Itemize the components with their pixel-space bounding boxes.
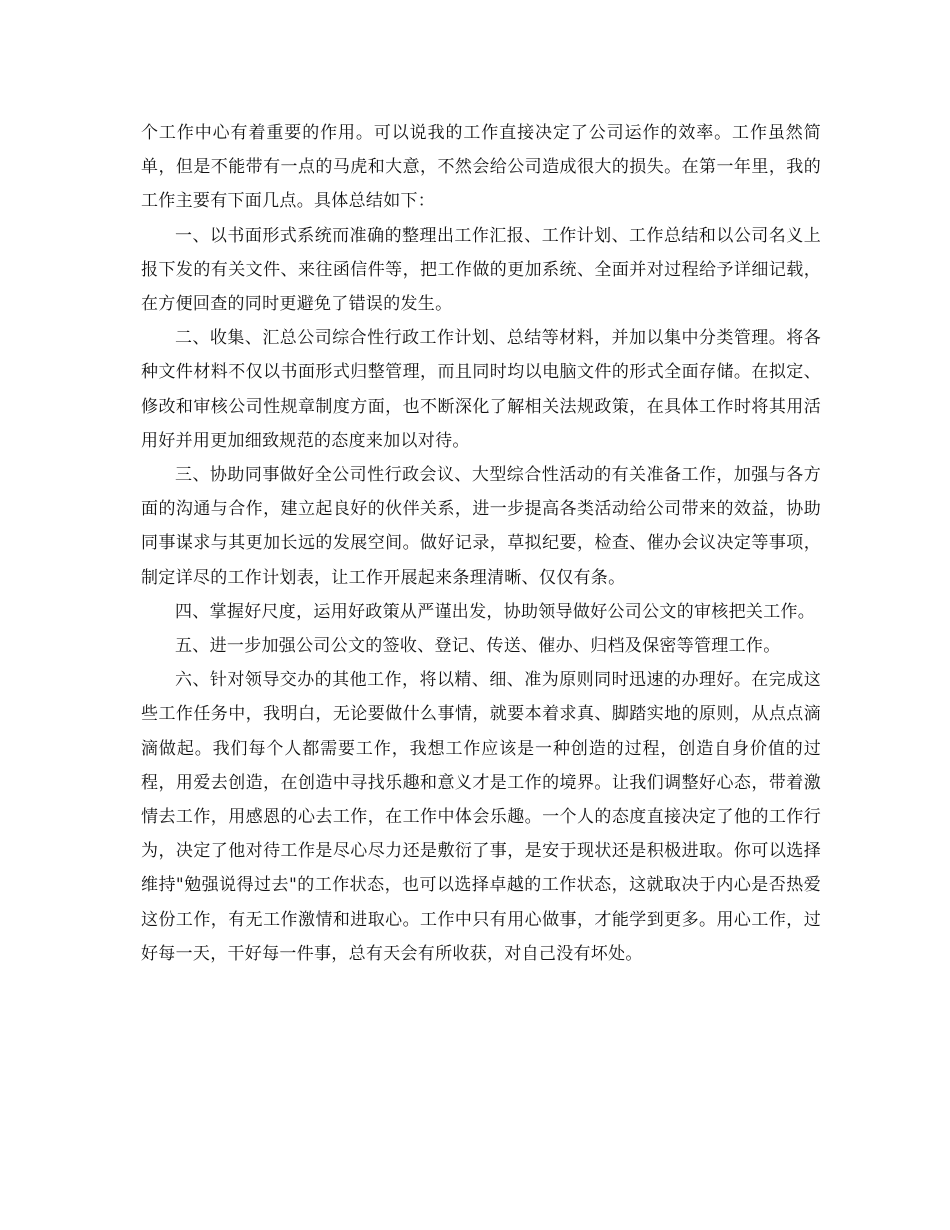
paragraph-item-4: 四、掌握好尺度，运用好政策从严谨出发，协助领导做好公司公文的审核把关工作。 [175,601,816,622]
paragraph-item-6: 六、针对领导交办的其他工作，将以精、细、准为原则同时迅速的办理好。在完成这些工作任务中，我明白，无论要做什么事情，就要本着求真、脚踏实地的原则，从点点滴滴做起。我们每个人都需要工作，我想工作应该是一种创造的过程，创造自身价值的过程，用爱去创造，在创造中寻找乐趣和意义才是工作的境界。让我们调整好心态，带着激情去工作，用感恩的心去工作，在工作中体会乐趣。一个人的态度直接决定了他的工作行为，决定了他对待工作是尽心尽力还是敷衍了事，是安于现状还是积极进取。你可以选择维持"勉强说得过去"的工作状态，也可以选择卓越的工作状态，这就取决于内心是否热爱这份工作，有无工作激情和进取心。工作中只有用心做事，才能学到更多。用心工作，过好每一天，干好每一件事，总有天会有所收获，对自己没有坏处。 [141,670,821,964]
paragraph-item-1: 一、以书面形式系统而准确的整理出工作汇报、工作计划、工作总结和以公司名义上报下发的有关文件、来往函信件等，把工作做的更加系统、全面并对过程给予详细记载，在方便回查的同时更避免了错误的发生。 [141,225,821,315]
paragraph-item-2: 二、收集、汇总公司综合性行政工作计划、总结等材料，并加以集中分类管理。将各种文件材料不仅以书面形式归整管理，而且同时均以电脑文件的形式全面存储。在拟定、修改和审核公司性规章制度方面，也不断深化了解相关法规政策，在具体工作时将其用活用好并用更加细致规范的态度来加以对待。 [141,328,821,451]
paragraph-item-5: 五、进一步加强公司公文的签收、登记、传送、催办、归档及保密等管理工作。 [175,636,781,657]
paragraph-item-3: 三、协助同事做好全公司性行政会议、大型综合性活动的有关准备工作，加强与各方面的沟通与合作，建立起良好的伙伴关系，进一步提高各类活动给公司带来的效益，协助同事谋求与其更加长远的发展空间。做好记录，草拟纪要，检查、催办会议决定等事项，制定详尽的工作计划表，让工作开展起来条理清晰、仅仅有条。 [141,465,821,588]
document-body [141,116,821,971]
paragraph-intro: 个工作中心有着重要的作用。可以说我的工作直接决定了公司运作的效率。工作虽然简单，但是不能带有一点的马虎和大意，不然会给公司造成很大的损失。在第一年里，我的工作主要有下面几点。具体总结如下： [141,123,821,212]
